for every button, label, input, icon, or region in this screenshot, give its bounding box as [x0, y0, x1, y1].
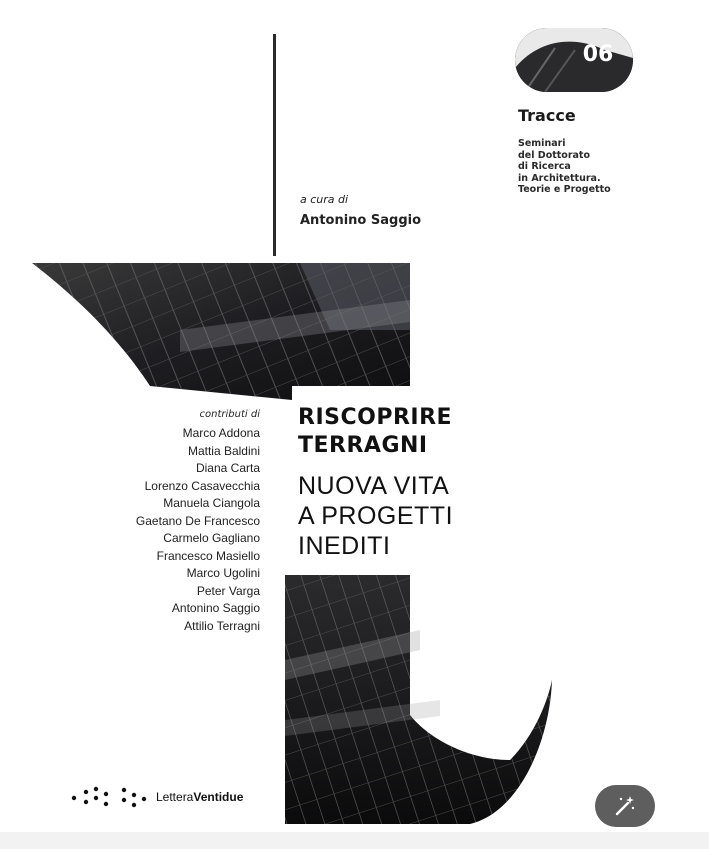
editor-name: Antonino Saggio — [300, 213, 422, 228]
publisher-name — [156, 790, 243, 804]
book-subtitle-line: NUOVA VITA — [298, 472, 450, 500]
viewer-bottom-strip — [0, 832, 709, 849]
publisher-logo-icon — [70, 786, 150, 808]
contributor-name: Antonino Saggio — [171, 601, 260, 615]
contributor-name: Attilio Terragni — [184, 618, 260, 633]
contributor-name: Lorenzo Casavecchia — [144, 478, 260, 493]
book-title-line: RISCOPRIRE — [298, 405, 453, 430]
contributor-name: Francesco Masiello — [156, 548, 260, 563]
series-name: Tracce — [518, 106, 576, 125]
series-description-line: Teorie e Progetto — [518, 184, 611, 195]
contributor-name: Diana Carta — [195, 461, 260, 475]
magic-wand-icon — [613, 794, 637, 818]
contributors-list — [60, 425, 260, 635]
series-description-line: di Ricerca — [518, 161, 571, 172]
book-title-line: TERRAGNI — [298, 433, 428, 458]
series-description-line: in Architettura. — [518, 172, 601, 184]
book-subtitle — [298, 471, 453, 561]
book-title — [298, 404, 452, 460]
contributor-name: Marco Addona — [182, 426, 260, 440]
publisher-name-part-bold: Ventidue — [193, 790, 244, 804]
contributor-name: Marco Ugolini — [186, 566, 260, 580]
editor-label: a cura di — [300, 193, 349, 206]
top-rule — [273, 34, 276, 256]
series-description-line: Seminari — [518, 138, 566, 149]
series-number: 06 — [582, 42, 614, 67]
book-subtitle-line: INEDITI — [298, 532, 391, 560]
contributor-name: Mattia Baldini — [187, 443, 260, 458]
publisher-name-part: Lettera — [156, 790, 194, 804]
series-description — [518, 138, 658, 196]
magic-edit-button[interactable] — [595, 785, 655, 827]
book-subtitle-line: A PROGETTI — [298, 502, 454, 530]
contributors-label: contributi di — [199, 409, 260, 420]
contributor-name: Manuela Ciangola — [163, 496, 260, 510]
contributor-name: Carmelo Gagliano — [163, 531, 260, 545]
series-description-line: del Dottorato — [518, 149, 590, 161]
contributor-name: Peter Varga — [196, 583, 260, 598]
contributor-name: Gaetano De Francesco — [135, 513, 260, 528]
